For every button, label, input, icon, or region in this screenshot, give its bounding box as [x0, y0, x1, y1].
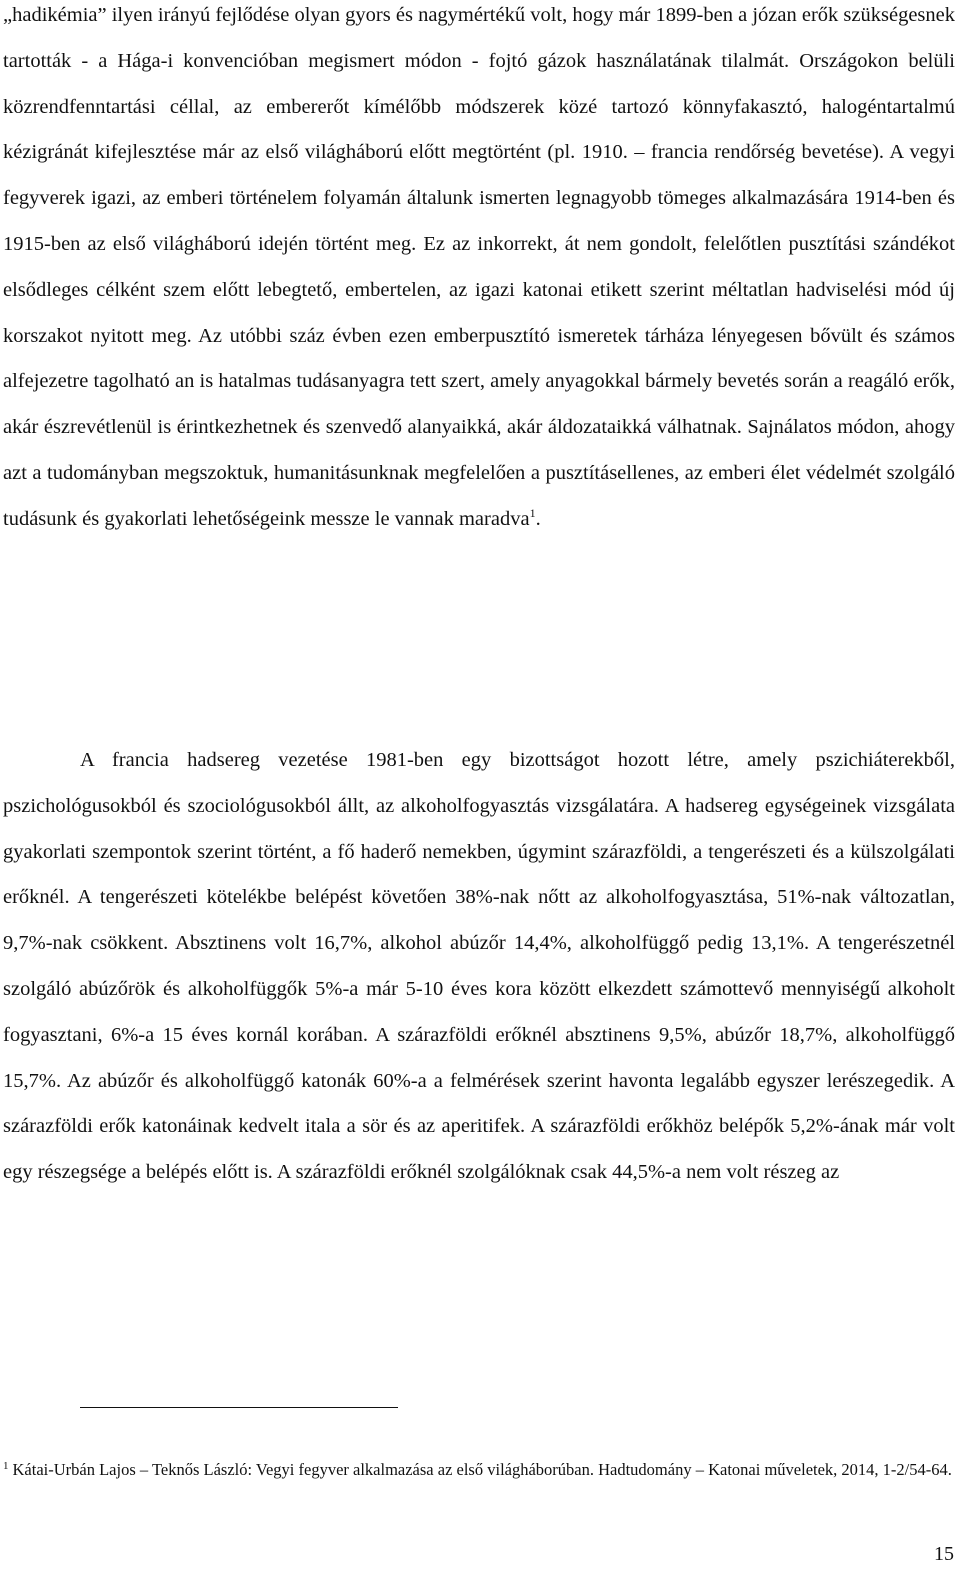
paragraph-1-text: „hadikémia” ilyen irányú fejlődése olyan gyors és nagymértékű volt, hogy már 1899-ben a józan erők szükségesnek tartották - a Hága-i konvencióban megismert módon - fojtó gázok használatának tilalmát. Országokon belüli közrendfenntartási céllal, az embererőt kímélőbb módszerek közé tartozó könnyfakasztó, halogéntartalmú kézigránát kifejlesztése már az első világháború előtt megtörtént (pl. 1910. – francia rendőrség bevetése). A vegyi fegyverek igazi, az emberi történelem folyamán általunk ismerten legnagyobb tömeges alkalmazására 1914-ben és 1915-ben az első világháború idején történt meg. Ez az inkorrekt, át nem gondolt, felelőtlen pusztítási szándékot elsődleges célként szem előtt lebegtető, embertelen, az igazi katonai etikett szerint méltatlan hadviselési mód új korszakot nyitott meg. Az utóbbi száz évben ezen emberpusztító ismeretek tárháza lényegesen bővült és számos alfejezetre tagolható an is hatalmas tudásanyagra tett szert, amely anyagokkal bármely bevetés során a reagáló erők, akár észrevétlenül is érintkezhetnek és szenvedő alanyaikká, akár áldozataikká válhatnak. Sajnálatos módon, ahogy azt a tudományban megszoktuk, humanitásunknak megfelelően a pusztításellenes, az emberi élet védelmét szolgáló tudásunk és gyakorlati lehetőségeink messze le vannak maradva: [3, 4, 955, 530]
body-paragraph-1: [3, 0, 955, 543]
footnote-text: Kátai-Urbán Lajos – Teknős László: Vegyi fegyver alkalmazása az első világháborúban. Hadtudomány – Katonai műveletek, 2014, 1-2/54-64.: [12, 1460, 952, 1479]
body-paragraph-2: A francia hadsereg vezetése 1981-ben egy bizottságot hozott létre, amely pszichiáterekből, pszichológusokból és szociológusokból állt, az alkoholfogyasztás vizsgálatára. A hadsereg egységeinek vizsgálata gyakorlati szempontok szerint történt, a fő haderő nemekben, úgymint szárazföldi, a tengerészeti és a külszolgálati erőknél. A tengerészeti kötelékbe belépést követően 38%-nak nőtt az alkoholfogyasztása, 51%-nak változatlan, 9,7%-nak csökkent. Absztinens volt 16,7%, alkohol abúzőr 14,4%, alkoholfüggő pedig 13,1%. A tengerészetnél szolgáló abúzőrök és alkoholfüggők 5%-a már 5-10 éves kora között elkezdett számottevő mennyiségű alkoholt fogyasztani, 6%-a 15 éves kornál korában. A szárazföldi erőknél absztinens 9,5%, abúzőr 18,7%, alkoholfüggő 15,7%. Az abúzőr és alkoholfüggő katonák 60%-a a felmérések szerint havonta legalább egyszer lerészegedik. A szárazföldi erők katonáinak kedvelt itala a sör és az aperitifek. A szárazföldi erőkhöz belépők 5,2%-ának már volt egy részegsége a belépés előtt is. A szárazföldi erőknél szolgálóknak csak 44,5%-a nem volt részeg az: [3, 749, 955, 1184]
footnote-separator: [80, 1407, 398, 1408]
footnote-mark: 1: [3, 1459, 9, 1472]
page-number: 15: [934, 1543, 954, 1565]
footnote-reference[interactable]: 1: [529, 505, 536, 520]
footnote: [3, 1456, 955, 1483]
paragraph-1-tail: .: [535, 507, 541, 530]
